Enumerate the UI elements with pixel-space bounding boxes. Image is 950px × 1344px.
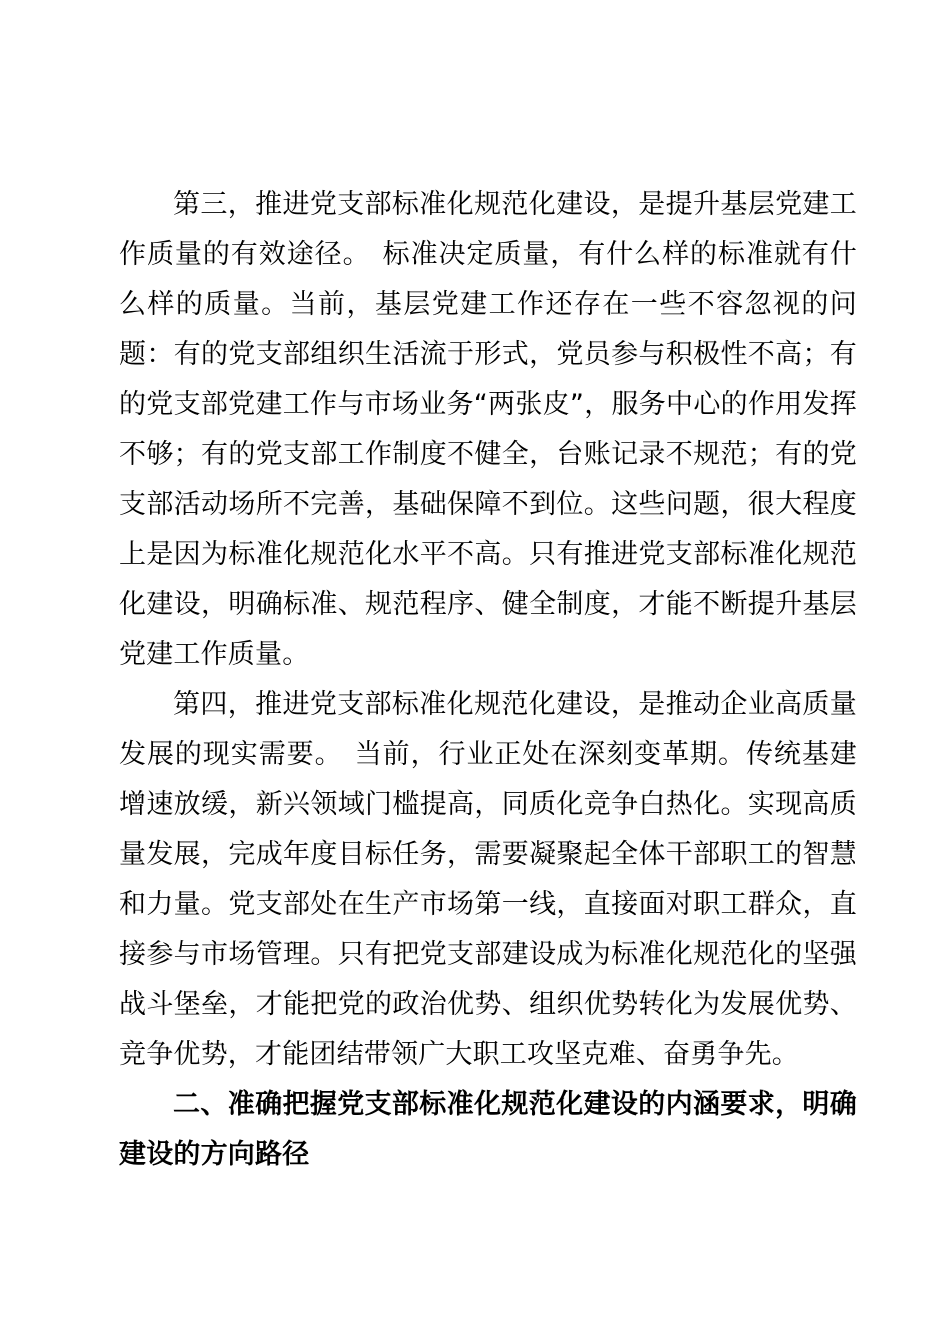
paragraph-point-three-lead-sentence: 第三，推进党支部标准化规范化建设，是提升基层党建工作质量的有效途径。 xyxy=(119,189,857,270)
paragraph-point-four-body-text: 当前，行业正处在深刻变革期。传统基建增速放缓，新兴领域门槛提高，同质化竞争白热化。实现高质量发展，完成年度目标任务，需要凝聚起全体干部职工的智慧和力量。党支部处在生产市场第一线，直接面对职工群众，直接参与市场管理。只有把党支部建设成为标准化规范化的坚强战斗堡垒，才能把党的政治优势、组织优势转化为发展优势、竞争优势，才能团结带领广大职工攻坚克难、奋勇争先。 xyxy=(119,739,857,1070)
paragraph-point-four-lead-sentence: 第四，推进党支部标准化规范化建设，是推动企业高质量发展的现实需要。 xyxy=(119,689,857,770)
section-two-heading-text: 二、准确把握党支部标准化规范化建设的内涵要求，明确建设的方向路径 xyxy=(119,1089,857,1170)
paragraph-point-four xyxy=(119,680,857,1080)
paragraph-point-three-body-text: 标准决定质量，有什么样的标准就有什么样的质量。当前，基层党建工作还存在一些不容忽视的问题：有的党支部组织生活流于形式，党员参与积极性不高；有的党支部党建工作与市场业务“两张皮”，服务中心的作用发挥不够；有的党支部工作制度不健全，台账记录不规范；有的党支部活动场所不完善，基础保障不到位。这些问题，很大程度上是因为标准化规范化水平不高。只有推进党支部标准化规范化建设，明确标准、规范程序、健全制度，才能不断提升基层党建工作质量。 xyxy=(119,239,857,670)
paragraph-point-three xyxy=(119,180,857,680)
section-two-heading xyxy=(119,1080,857,1180)
